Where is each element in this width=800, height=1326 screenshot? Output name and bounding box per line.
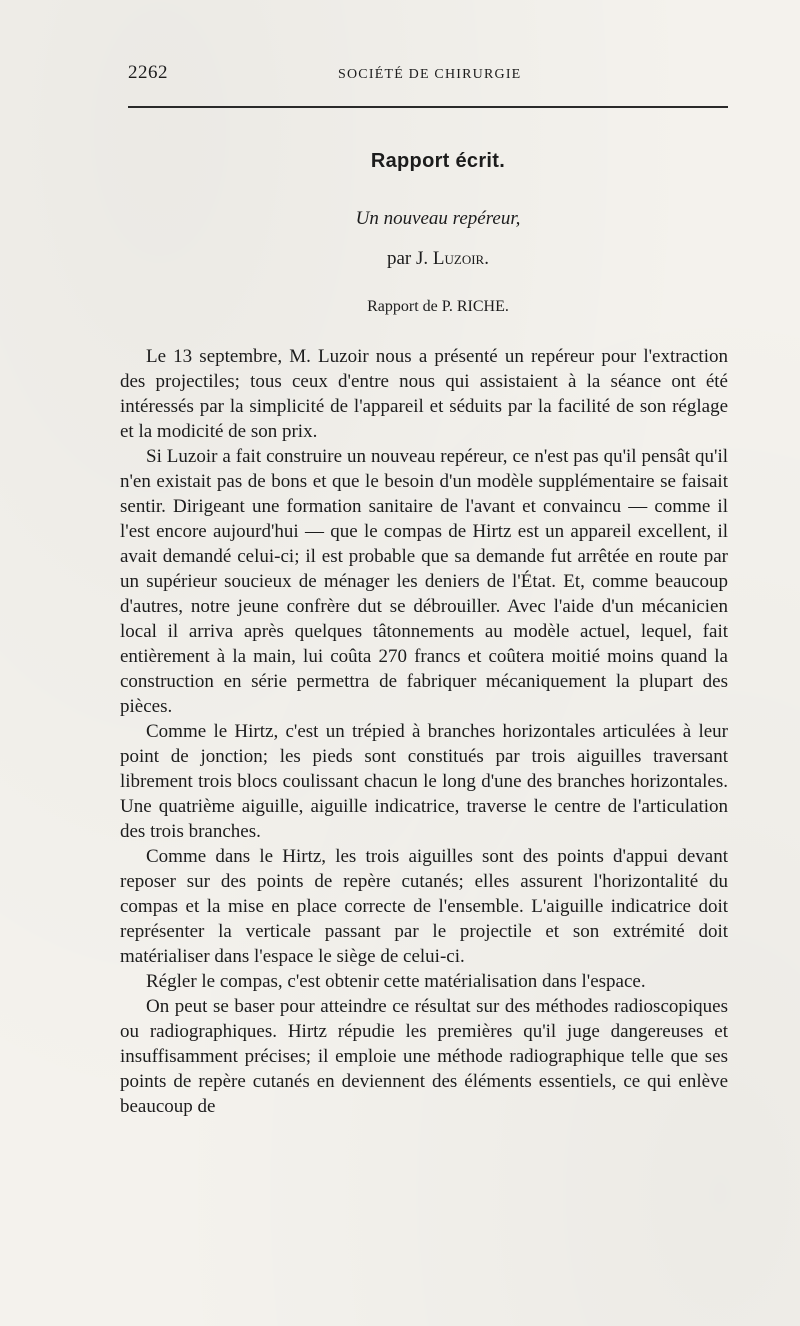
paragraph-1: Le 13 septembre, M. Luzoir nous a présenté un repéreur pour l'extraction des projectiles; tous ceux d'entre nous qui assistaient à la séance ont été intéressés par la simplicité de l'appareil et séduits par la facilité de son réglage et la modicité de son prix. [120,346,728,442]
paragraph-3: Comme le Hirtz, c'est un trépied à branches horizontales articulées à leur point de jonction; les pieds sont constitués par trois aiguilles traversant librement trois blocs coulissant chacun le long d'une des branches horizontales. Une quatrième aiguille, aiguille indicatrice, traverse le centre de l'articulation des trois branches. [120,721,728,842]
author-prefix: par J. [387,248,433,269]
author-name: Luzoir [432,248,485,269]
header-rule [128,106,728,108]
paragraph-4: Comme dans le Hirtz, les trois aiguilles sont des points d'appui devant reposer sur des points de repère cutanés; elles assurent l'horizontalité du compas et la mise en place correcte de l'ensemble. L'aiguille indicatrice doit représenter la verticale passant par le projectile et son extrémité doit matérialiser dans l'espace le siège de celui-ci. [120,846,728,967]
paragraph-5: Régler le compas, c'est obtenir cette matérialisation dans l'espace. [146,971,646,992]
article-subtitle: Un nouveau repéreur, [355,208,521,229]
journal-title: SOCIÉTÉ DE CHIRURGIE [338,67,522,82]
rapporteur-line: Rapport de P. RICHE. [367,298,509,315]
running-head [128,62,728,86]
report-title: Rapport écrit. [370,150,506,172]
body-text [120,344,728,1119]
paragraph-6: On peut se baser pour atteindre ce résultat sur des méthodes radioscopiques ou radiographiques. Hirtz répudie les premières qu'il juge dangereuses et insuffisamment précises; il emploie une méthode radiographique telle que ses points de repère cutanés en deviennent des éléments essentiels, ce qui enlève beaucoup de [120,996,728,1117]
author-line [128,248,748,270]
author-suffix: . [484,248,489,269]
page-number: 2262 [128,62,168,83]
paragraph-2: Si Luzoir a fait construire un nouveau repéreur, ce n'est pas qu'il pensât qu'il n'en existait pas de bons et que le besoin d'un modèle supplémentaire se faisait sentir. Dirigeant une formation sanitaire de l'avant et convaincu — comme il l'est encore aujourd'hui — que le compas de Hirtz est un appareil excellent, il avait demandé celui-ci; il est probable que sa demande fut arrêtée en route par un supérieur soucieux de ménager les deniers de l'État. Et, comme beaucoup d'autres, notre jeune confrère dut se débrouiller. Avec l'aide d'un mécanicien local il arriva après quelques tâtonnements au modèle actuel, lequel, fait entièrement à la main, lui coûta 270 francs et coûtera moitié moins quand la construction en série permettra de fabriquer mécaniquement la plupart des pièces. [120,446,728,717]
